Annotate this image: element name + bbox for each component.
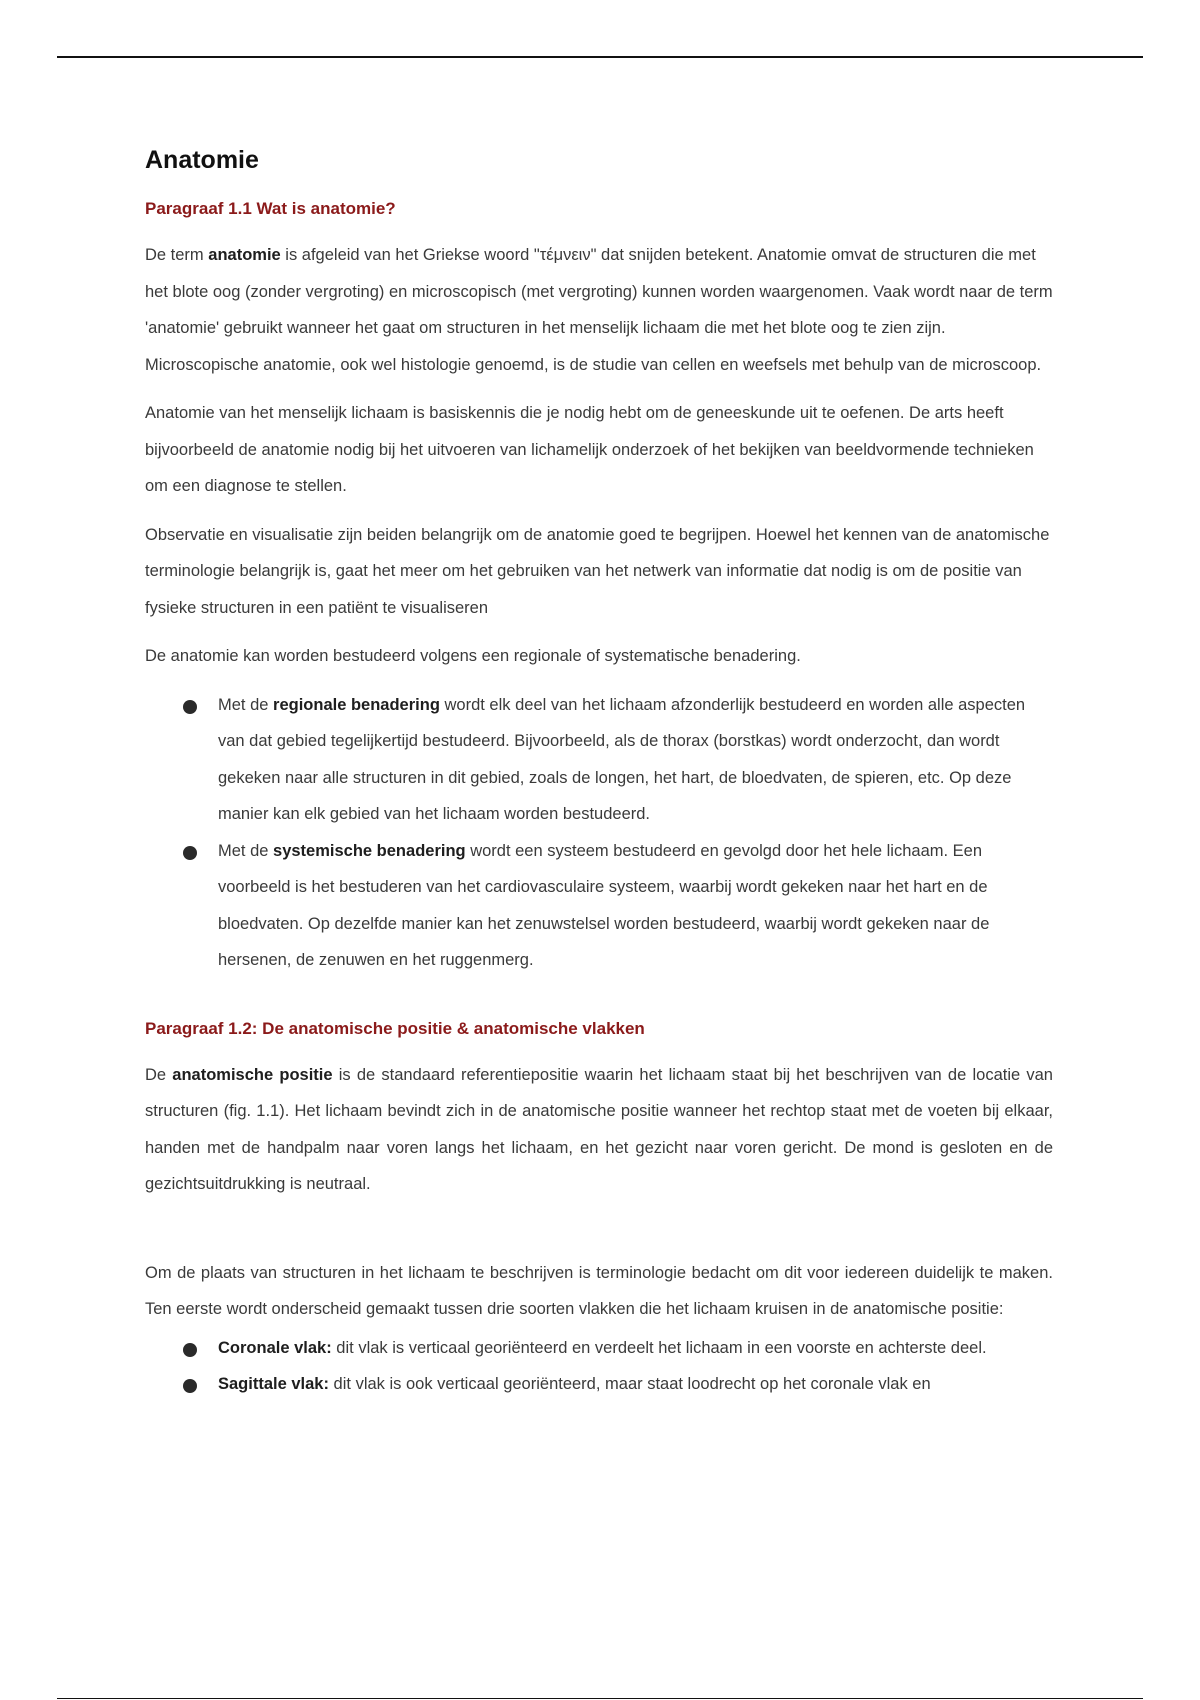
section-1-paragraph-4: De anatomie kan worden bestudeerd volgens een regionale of systematische benadering.: [145, 647, 801, 665]
section-1-paragraph-2: Anatomie van het menselijk lichaam is basiskennis die je nodig hebt om de geneeskunde uit te oefenen. De arts heeft bijvoorbeeld de anatomie nodig bij het uitvoeren van lichamelijk onderzoek of het bekijken van beeldvormende technieken om een diagnose te stellen.: [145, 404, 1034, 495]
page-title: Anatomie: [145, 146, 259, 174]
bullet-icon: [183, 1379, 197, 1393]
list-item: Sagittale vlak: dit vlak is ook verticaal georiënteerd, maar staat loodrecht op het coronale vlak en: [218, 1366, 1053, 1403]
section-2-paragraph-1: De anatomische positie is de standaard referentiepositie waarin het lichaam staat bij het beschrijven van de locatie van structuren (fig. 1.1). Het lichaam bevindt zich in de anatomische positie wanneer het rechtop staat met de voeten bij elkaar, handen met de handpalm naar voren langs het lichaam, en het gezicht naar voren gericht. De mond is gesloten en de gezichtsuitdrukking is neutraal.: [145, 1065, 1053, 1193]
list-item: Met de systemische benadering wordt een systeem bestudeerd en gevolgd door het hele lichaam. Een voorbeeld is het bestuderen van het cardiovasculaire systeem, waarbij wordt gekeken naar het hart en de bloedvaten. Op dezelfde manier kan het zenuwstelsel worden bestudeerd, waarbij wordt gekeken naar de hersenen, de zenuwen en het ruggenmerg.: [218, 833, 1053, 979]
top-rule: [57, 56, 1143, 58]
bottom-rule: [57, 1698, 1143, 1699]
section-2-heading: Paragraaf 1.2: De anatomische positie & anatomische vlakken: [145, 1018, 645, 1038]
bullet-icon: [183, 846, 197, 860]
term-anatomie: anatomie: [208, 246, 281, 264]
bullet-icon: [183, 700, 197, 714]
spacer: [145, 1215, 1053, 1255]
list-item: Met de regionale benadering wordt elk deel van het lichaam afzonderlijk bestudeerd en worden alle aspecten van dat gebied tegelijkertijd bestudeerd. Bijvoorbeeld, als de thorax (borstkas) wordt onderzocht, dan wordt gekeken naar alle structuren in dit gebied, zoals de longen, het hart, de bloedvaten, de spieren, etc. Op deze manier kan elk gebied van het lichaam worden bestudeerd.: [218, 687, 1053, 833]
document-body: [145, 146, 1053, 1403]
section-2-paragraph-2: Om de plaats van structuren in het lichaam te beschrijven is terminologie bedacht om dit voor iedereen duidelijk te maken. Ten eerste wordt onderscheid gemaakt tussen drie soorten vlakken die het lichaam kruisen in de anatomische positie:: [145, 1263, 1053, 1318]
section-1-paragraph-3: Observatie en visualisatie zijn beiden belangrijk om de anatomie goed te begrijpen. Hoewel het kennen van de anatomische terminologie belangrijk is, gaat het meer om het gebruiken van het netwerk van informatie dat nodig is om de positie van fysieke structuren in een patiënt te visualiseren: [145, 525, 1050, 617]
approach-list: [145, 687, 1053, 979]
bullet-icon: [183, 1343, 197, 1357]
term-anatomische-positie: anatomische positie: [172, 1065, 333, 1084]
planes-list: [145, 1330, 1053, 1403]
section-1-paragraph-1: De term anatomie is afgeleid van het Griekse woord "τέμνειν" dat snijden betekent. Anatomie omvat de structuren die met het blote oog (zonder vergroting) en microscopisch (met vergroting) kunnen worden waargenomen. Vaak wordt naar de term 'anatomie' gebruikt wanneer het gaat om structuren in het menselijk lichaam die met het blote oog te zien zijn. Microscopische anatomie, ook wel histologie genoemd, is de studie van cellen en weefsels met behulp van de microscoop.: [145, 246, 1053, 374]
list-item: Coronale vlak: dit vlak is verticaal georiënteerd en verdeelt het lichaam in een voorste en achterste deel.: [218, 1330, 1053, 1367]
section-1-heading: Paragraaf 1.1 Wat is anatomie?: [145, 199, 396, 218]
